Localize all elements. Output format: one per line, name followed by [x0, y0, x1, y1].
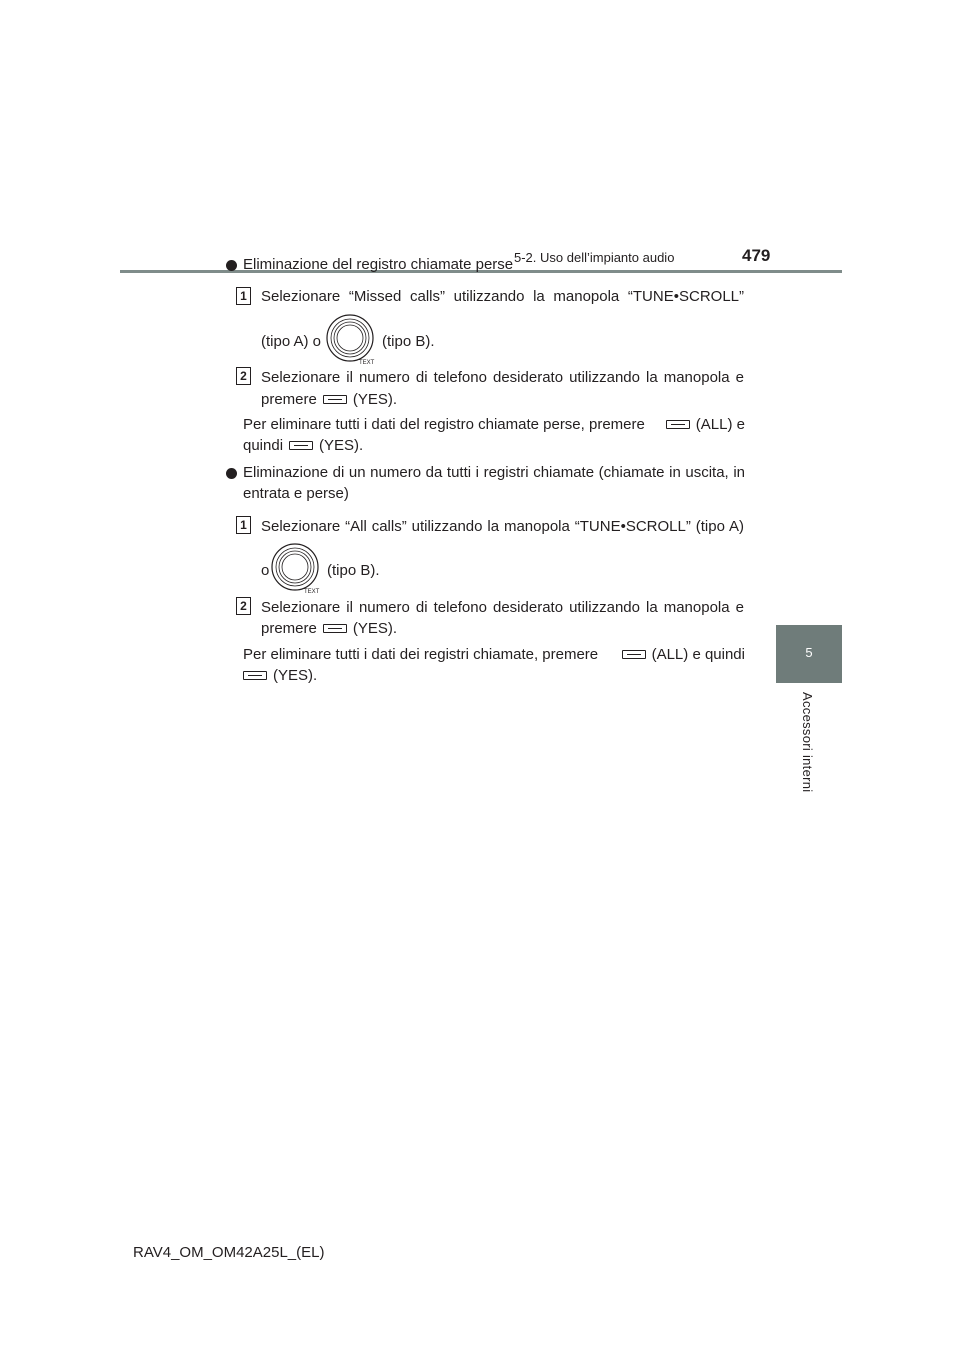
step-number-box: 2 [236, 597, 251, 615]
note-text [243, 645, 745, 665]
phone-button-icon [622, 650, 646, 659]
document-code: RAV4_OM_OM42A25L_(EL) [133, 1244, 325, 1261]
page-number: 479 [742, 246, 771, 265]
note-text-pre: Per eliminare tutti i dati del registro chiamate perse, premere [243, 416, 645, 433]
step-text: Selezionare il numero di telefono desiderato utilizzando la manopola e [261, 369, 744, 386]
step-text-post: (tipo B). [382, 333, 435, 350]
note-text-post: (ALL) e [695, 416, 745, 433]
note-text [243, 415, 745, 435]
chapter-number: 5 [805, 645, 813, 660]
phone-button-icon [666, 420, 690, 429]
step-text-post: (YES). [352, 620, 398, 637]
header-section-title: 5-2. Uso dell’impianto audio [514, 250, 675, 265]
step-number-box: 2 [236, 367, 251, 385]
section-title-continued: entrata e perse) [243, 485, 349, 502]
tune-scroll-knob-icon [325, 313, 377, 365]
step-number-box: 1 [236, 287, 251, 305]
step-text: Selezionare il numero di telefono desiderato utilizzando la manopola e [261, 599, 744, 616]
step-text-continued [261, 390, 397, 410]
chapter-label: Accessori interni [800, 692, 815, 793]
step-text-post: (tipo B). [327, 562, 380, 579]
note-text-continued [237, 666, 317, 686]
step-text-continued [261, 619, 397, 639]
step-text: Selezionare “Missed calls” utilizzando la manopola “TUNE•SCROLL” [261, 288, 744, 305]
note-text-pre: quindi [243, 437, 284, 454]
step-text-pre: o [261, 562, 270, 579]
phone-button-icon [323, 624, 347, 633]
phone-button-icon [289, 441, 313, 450]
note-text-post: (YES). [319, 437, 364, 454]
step-text-pre: premere [261, 620, 317, 637]
section-title: Eliminazione del registro chiamate perse [243, 256, 514, 273]
note-text-pre: Per eliminare tutti i dati dei registri chiamate, premere [243, 646, 599, 663]
step-text-post: (YES). [352, 391, 398, 408]
note-text-continued [243, 436, 363, 456]
step-text: Selezionare “All calls” utilizzando la manopola “TUNE•SCROLL” (tipo A) [261, 518, 744, 535]
chapter-tab [776, 625, 842, 683]
phone-button-icon [243, 671, 267, 680]
bullet-icon [226, 260, 237, 271]
step-text-pre: premere [261, 391, 317, 408]
step-text-continued [261, 332, 321, 352]
step-text-pre: (tipo A) o [261, 333, 322, 350]
step-number-box: 1 [236, 516, 251, 534]
knob-label: TEXT [304, 589, 320, 594]
tune-scroll-knob-icon [270, 542, 322, 594]
section-title: Eliminazione di un numero da tutti i registri chiamate (chiamate in uscita, in [243, 464, 745, 481]
phone-button-icon [323, 395, 347, 404]
bullet-icon [226, 468, 237, 479]
knob-label: TEXT [359, 360, 375, 365]
step-text-continued [261, 561, 269, 581]
note-text-post: (YES). [273, 667, 318, 684]
note-text-post: (ALL) e quindi [651, 646, 745, 663]
